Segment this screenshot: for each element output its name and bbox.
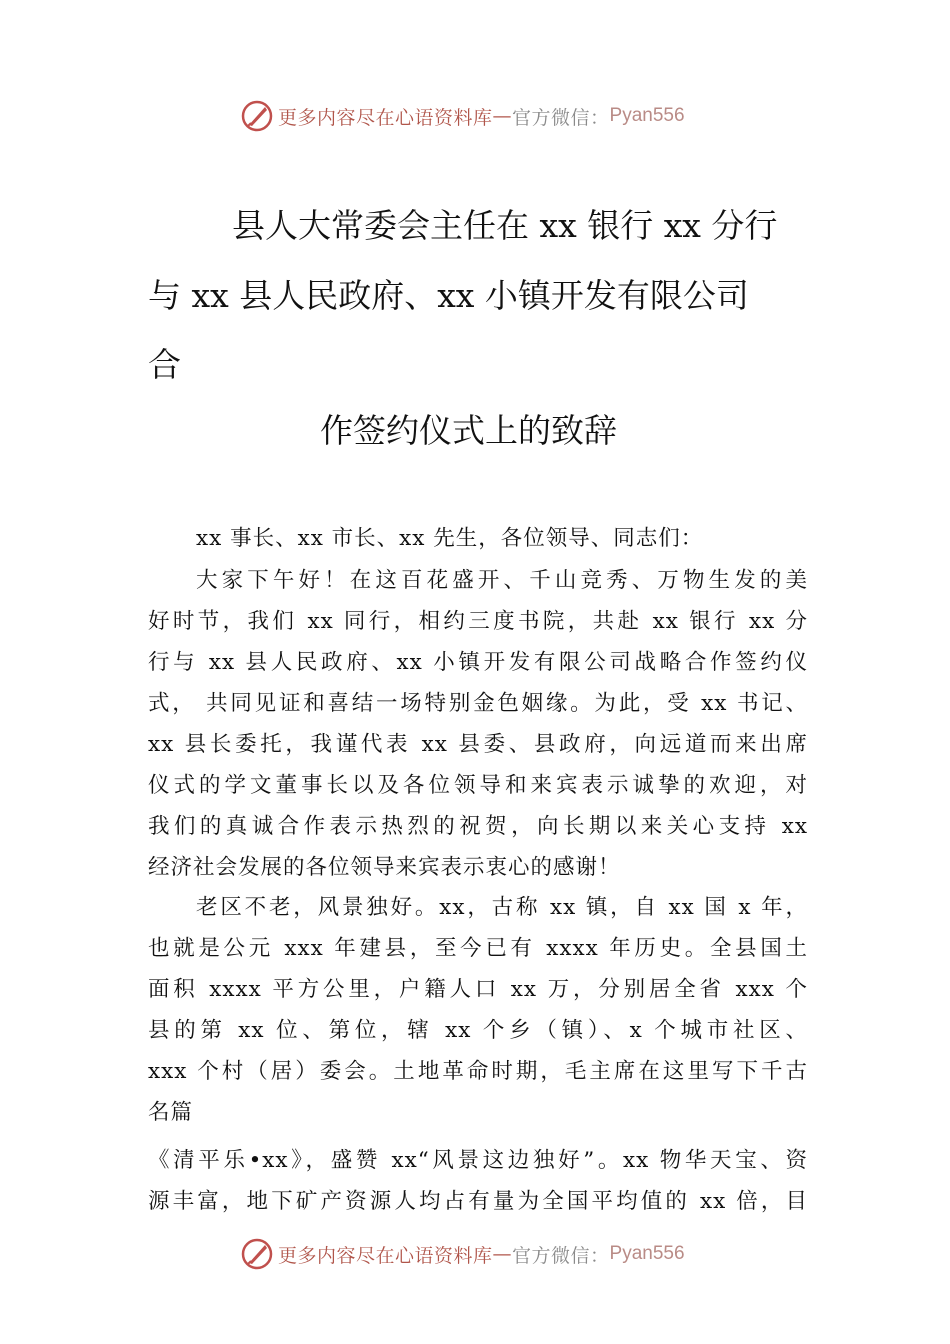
title-line-1: 县人大常委会主任在 xx 银行 xx 分行: [232, 206, 778, 245]
title-line-3: 合: [148, 345, 181, 384]
paragraph-line: 老区不老，风景独好。xx，古称 xx 镇，自 xx 国 x 年，: [196, 895, 808, 920]
paragraph-line: 好时节，我们 xx 同行，相约三度书院，共赴 xx 银行 xx 分: [148, 609, 808, 634]
banner-wechat-label: 官方微信：: [512, 106, 610, 129]
paragraph-line: 我们的真诚合作表示热烈的祝贺，向长期以来关心支持 xx: [148, 814, 808, 839]
banner-wechat-id: Pyan556: [609, 1243, 685, 1264]
paragraph-line: 县的第 xx 位、第位，辖 xx 个乡（镇）、x 个城市社区、: [148, 1018, 808, 1043]
quill-logo-icon: [240, 1237, 274, 1271]
banner-text: 更多内容尽在心语资料库: [278, 106, 493, 129]
paragraph-line: 经济社会发展的各位领导来宾表示衷心的感谢！: [148, 855, 621, 880]
banner-dash: —: [492, 105, 513, 127]
paragraph-line: 大家下午好！在这百花盛开、千山竞秀、万物生发的美: [196, 568, 808, 593]
paragraph-1: [148, 560, 808, 888]
banner-wechat-id: Pyan556: [609, 105, 685, 126]
paragraph-line: 也就是公元 xxx 年建县，至今已有 xxxx 年历史。全县国土: [148, 936, 808, 961]
paragraph-line: 面积 xxxx 平方公里，户籍人口 xx 万，分别居全省 xxx 个: [148, 977, 808, 1002]
greeting: xx 事长、xx 市长、xx 先生，各位领导、同志们：: [196, 526, 704, 551]
header-watermark-banner: [240, 96, 760, 136]
paragraph-line: 《清平乐•xx》，盛赞 xx“风景这边独好”。xx 物华天宝、资: [148, 1148, 808, 1173]
paragraph-line: 行与 xx 县人民政府、xx 小镇开发有限公司战略合作签约仪: [148, 650, 808, 675]
banner-wechat-label: 官方微信：: [512, 1244, 610, 1267]
quill-logo-icon: [240, 99, 274, 133]
paragraph-line: xx 县长委托，我谨代表 xx 县委、县政府，向远道而来出席: [148, 732, 808, 757]
paragraph-2: [148, 887, 808, 1133]
paragraph-line: 式， 共同见证和喜结一场特别金色姻缘。为此，受 xx 书记、: [148, 691, 808, 716]
paragraph-3: [148, 1140, 808, 1222]
banner-dash: —: [492, 1243, 513, 1265]
paragraph-line: 仪式的学文董事长以及各位领导和来宾表示诚挚的欢迎，对: [148, 773, 808, 798]
paragraph-line: 源丰富，地下矿产资源人均占有量为全国平均值的 xx 倍，目: [148, 1189, 808, 1214]
paragraph-line: 名篇: [148, 1100, 194, 1125]
title-line-4: 作签约仪式上的致辞: [320, 411, 617, 450]
banner-text: 更多内容尽在心语资料库: [278, 1244, 493, 1267]
footer-watermark-banner: [240, 1234, 760, 1274]
paragraph-line: xxx 个村（居）委会。土地革命时期，毛主席在这里写下千古: [148, 1059, 808, 1084]
title-line-2: 与 xx 县人民政府、xx 小镇开发有限公司: [148, 276, 749, 315]
